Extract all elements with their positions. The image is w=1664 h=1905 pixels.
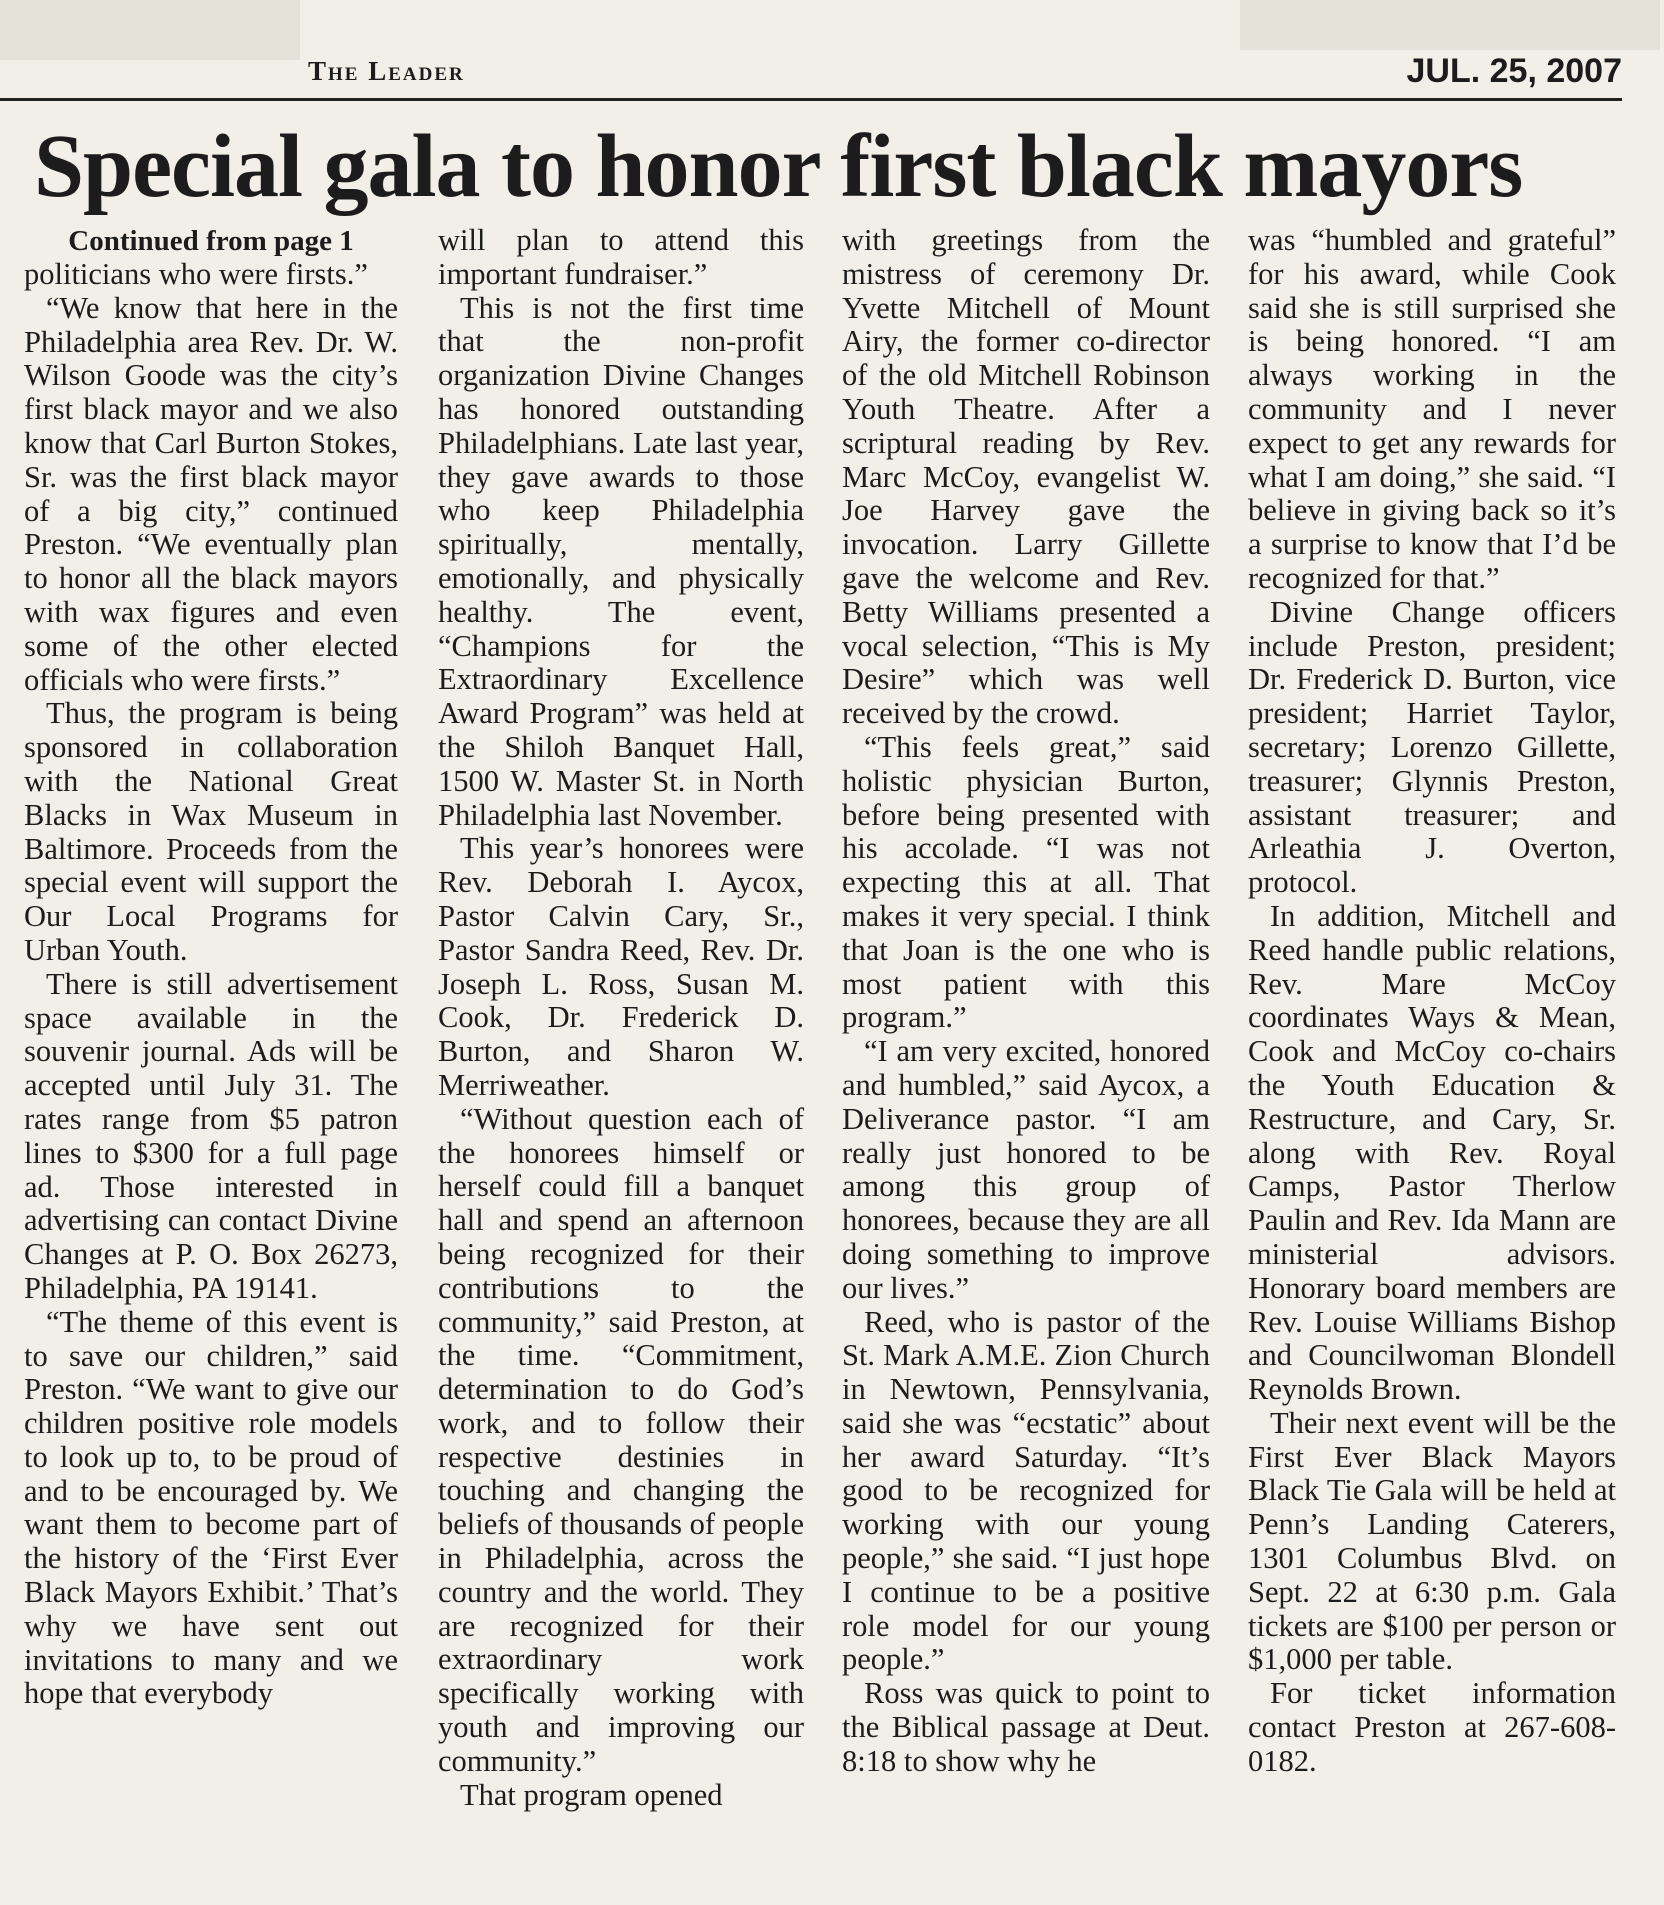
issue-date: JUL. 25, 2007 <box>1406 52 1622 90</box>
paragraph: “The theme of this event is to save our children,” said Preston. “We want to give our children positive role models to look up to, to be proud of and to be encouraged by. We want them to become part of the history of the ‘First Ever Black Mayors Exhibit.’ That’s why we have sent out invitations to many and we hope that everybody <box>24 1304 398 1711</box>
paper-name: The Leader <box>308 56 465 86</box>
article-column-3 <box>842 224 1210 1864</box>
paragraph: That program opened <box>460 1777 723 1812</box>
paragraph: For ticket information contact Preston at 267-608-0182. <box>1248 1676 1616 1778</box>
paragraph: “Without question each of the honorees himself or herself could fill a banquet hall and spend an afternoon being recognized for their contributions to the community,” said Preston, at the time. “Commitment, determination to do God’s work, and to follow their respective destinies in touching and changing the beliefs of thousands of people in Philadelphia, across the country and the world. They are recognized for their extraordinary work specifically working with youth and improving our community.” <box>438 1101 804 1778</box>
bleed-through-shadow <box>1240 0 1660 50</box>
paragraph: This year’s honorees were Rev. Deborah I. Aycox, Pastor Calvin Cary, Sr., Pastor Sandra Reed, Rev. Dr. Joseph L. Ross, Susan M. Cook, Dr. Frederick D. Burton, and Sharon W. Merriweather. <box>438 831 804 1102</box>
paragraph: This is not the first time that the non-profit organization Divine Changes has honored outstanding Philadelphians. Late last year, they gave awards to those who keep Philadelphia spiritually, mentally, emotionally, and physically healthy. The event, “Champions for the Extraordinary Excellence Award Program” was held at the Shiloh Banquet Hall, 1500 W. Master St. in North Philadelphia last November. <box>438 290 804 832</box>
paragraph: politicians who were firsts.” <box>24 257 368 291</box>
paragraph: with greetings from the mistress of ceremony Dr. Yvette Mitchell of Mount Airy, the former co-director of the old Mitchell Robinson Youth Theatre. After a scriptural reading by Rev. Marc McCoy, evangelist W. Joe Harvey gave the invocation. Larry Gillette gave the welcome and Rev. Betty Williams presented a vocal selection, “This is My Desire” which was well received by the crowd. <box>842 223 1210 731</box>
masthead <box>0 52 1622 101</box>
paragraph: Divine Change officers include Preston, president; Dr. Frederick D. Burton, vice president; Harriet Taylor, secretary; Lorenzo Gillette, treasurer; Glynnis Preston, assistant treasurer; and Arleathia J. Overton, protocol. <box>1248 594 1616 900</box>
paragraph: Ross was quick to point to the Biblical passage at Deut. 8:18 to show why he <box>842 1676 1210 1778</box>
paragraph: Their next event will be the First Ever Black Mayors Black Tie Gala will be held at Penn’s Landing Caterers, 1301 Columbus Blvd. on Sept. 22 at 6:30 p.m. Gala tickets are $100 per person or $1,000 per table. <box>1248 1405 1616 1677</box>
paragraph: “I am very excited, honored and humbled,” said Aycox, a Deliverance pastor. “I am really just honored to be among this group of honorees, because they are all doing something to improve our lives.” <box>842 1034 1210 1305</box>
paragraph: was “humbled and grateful” for his award, while Cook said she is still surprised she is being honored. “I am always working in the community and I never expect to get any rewards for what I am doing,” she said. “I believe in giving back so it’s a surprise to know that I’d be recognized for that.” <box>1248 223 1616 595</box>
bleed-through-shadow <box>0 0 300 60</box>
paragraph: Reed, who is pastor of the St. Mark A.M.E. Zion Church in Newtown, Pennsylvania, said she was “ecstatic” about her award Saturday. “It’s good to be recognized for working with our young people,” she said. “I just hope I continue to be a positive role model for our young people.” <box>842 1304 1210 1677</box>
paragraph: In addition, Mitchell and Reed handle public relations, Rev. Mare McCoy coordinates Ways & Mean, Cook and McCoy co-chairs the Youth Education & Restructure, and Cary, Sr. along with Rev. Royal Camps, Pastor Therlow Paulin and Rev. Ida Mann are ministerial advisors. Honorary board members are Rev. Louise Williams Bishop and Councilwoman Blondell Reynolds Brown. <box>1248 898 1616 1407</box>
headline: Special gala to honor first black mayors <box>34 117 1523 216</box>
article-column-2 <box>438 224 804 1864</box>
article-column-4 <box>1248 224 1616 1864</box>
paragraph: “We know that here in the Philadelphia area Rev. Dr. W. Wilson Goode was the city’s first black mayor and we also know that Carl Burton Stokes, Sr. was the first black mayor of a big city,” continued Preston. “We eventually plan to honor all the black mayors with wax figures and even some of the other elected officials who were firsts.” <box>24 290 398 697</box>
article-column-1 <box>24 224 398 1864</box>
paragraph: There is still advertisement space available in the souvenir journal. Ads will be accepted until July 31. The rates range from $5 patron lines to $300 for a full page ad. Those interested in advertising can contact Divine Changes at P. O. Box 26273, Philadelphia, PA 19141. <box>24 966 398 1305</box>
continued-from-label: Continued from page 1 <box>68 225 354 257</box>
paragraph: will plan to attend this important fundraiser.” <box>438 223 804 291</box>
paragraph: “This feels great,” said holistic physician Burton, before being presented with his accolade. “I was not expecting this at all. That makes it very special. I think that Joan is the one who is most patient with this program.” <box>842 729 1210 1035</box>
paragraph: Thus, the program is being sponsored in collaboration with the National Great Blacks in Wax Museum in Baltimore. Proceeds from the special event will support the Our Local Programs for Urban Youth. <box>24 696 398 967</box>
